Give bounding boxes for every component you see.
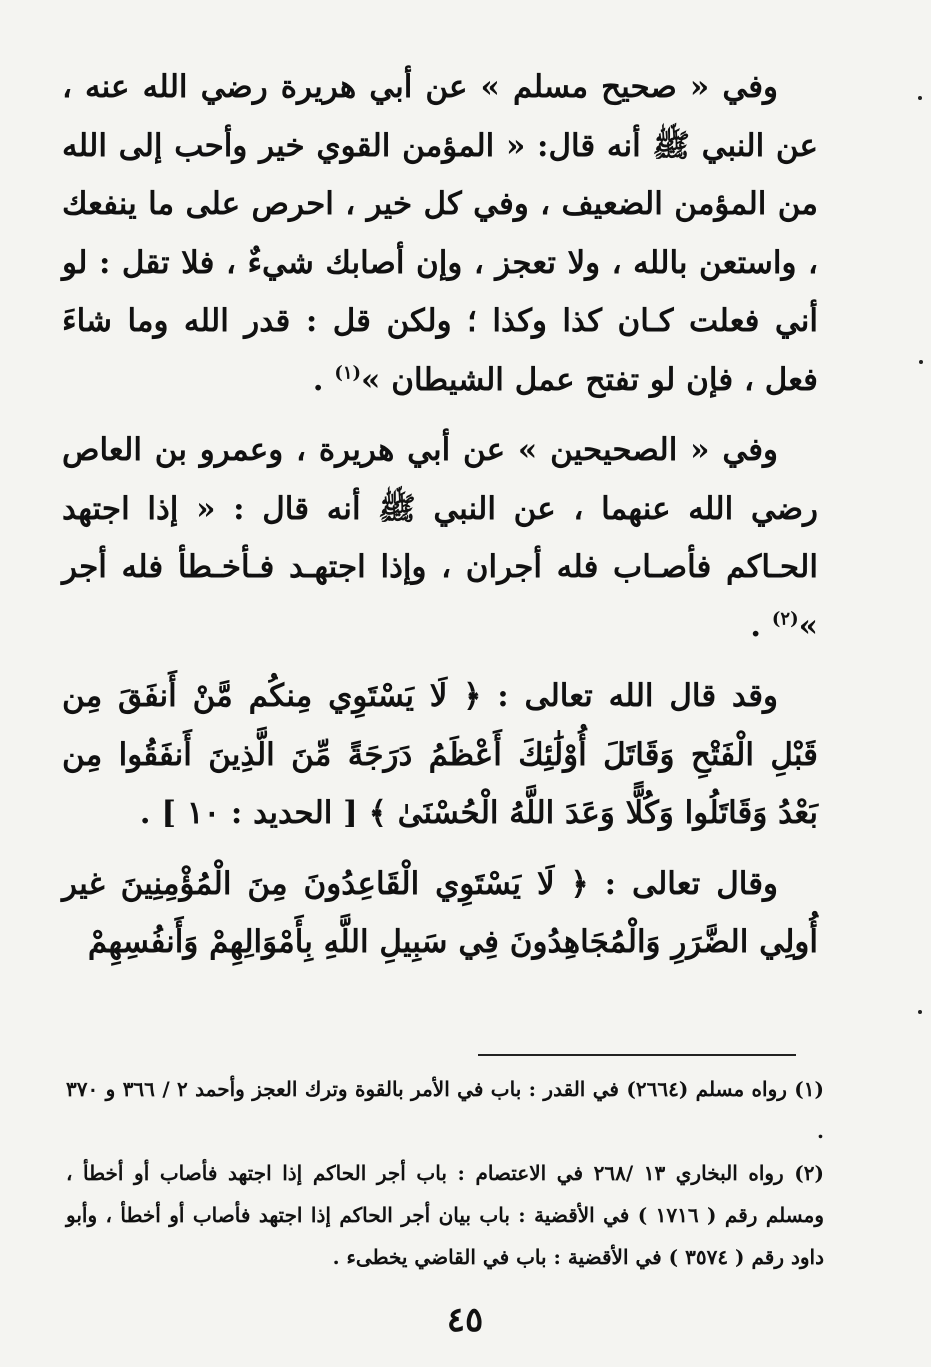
paragraph-1 bbox=[62, 58, 818, 409]
footnote-2: (٢) رواه البخاري ١٣ /٢٦٨ في الاعتصام : باب أجر الحاكم إذا اجتهد فأصاب أو أخطأ ، ومسلم رقم ( ١٧١٦ ) في الأقضية : باب بيان أجر الحاكم إذا اجتهد فأصاب أو أخطأ ، وأبو داود رقم ( ٣٥٧٤ ) في الأقضية : باب في القاضي يخطىء . bbox=[66, 1161, 824, 1269]
scan-speck bbox=[918, 1010, 922, 1014]
scan-speck bbox=[918, 96, 922, 100]
footnote-marker-2: (٢) bbox=[771, 608, 799, 630]
footnotes bbox=[66, 1068, 824, 1278]
paragraph-2 bbox=[62, 421, 818, 655]
footnote-separator bbox=[478, 1054, 796, 1056]
paragraph-text: وقد قال الله تعالى : ﴿ لَا يَسْتَوِي مِنكُم مَّنْ أَنفَقَ مِن قَبْلِ الْفَتْحِ وَقَاتَلَ أُوْلَٰئِكَ أَعْظَمُ دَرَجَةً مِّنَ الَّذِينَ أَنفَقُوا مِن بَعْدُ وَقَاتَلُوا وَكُلًّا وَعَدَ اللَّهُ الْحُسْنَىٰ ﴾ [ الحديد : ١٠ ] . bbox=[62, 678, 818, 831]
paragraph-text: وفي « الصحيحين » عن أبي هريرة ، وعمرو بن العاص رضي الله عنهما ، عن النبي ﷺ أنه قال : « إذا اجتهد الحـاكم فأصـاب فله أجران ، وإذا اجتهـد فـأخـطأ فله أجر » bbox=[62, 432, 818, 644]
page-number: ٤٥ bbox=[446, 1300, 484, 1340]
paragraph-tail: . bbox=[750, 607, 772, 644]
footnote-marker-1: (١) bbox=[334, 362, 362, 384]
paragraph-text: وفي « صحيح مسلم » عن أبي هريرة رضي الله عنه ، عن النبي ﷺ أنه قال: « المؤمن القوي خير وأحب إلى الله من المؤمن الضعيف ، وفي كل خير ، احرص على ما ينفعك ، واستعن بالله ، ولا تعجز ، وإن أصابك شيءٌ ، فلا تقل : لو أني فعلت كـان كذا وكذا ؛ ولكن قل : قدر الله وما شاءَ فعل ، فإن لو تفتح عمل الشيطان » bbox=[62, 69, 818, 398]
footnote-1: (١) رواه مسلم (٢٦٦٤) في القدر : باب في الأمر بالقوة وترك العجز وأحمد ٢ / ٣٦٦ و ٣٧٠ . bbox=[66, 1077, 824, 1143]
paragraph-4 bbox=[62, 855, 818, 972]
scan-speck bbox=[919, 360, 923, 364]
paragraph-text: وقال تعالى : ﴿ لَا يَسْتَوِي الْقَاعِدُونَ مِنَ الْمُؤْمِنِينَ غير أُولِي الضَّرَرِ وَالْمُجَاهِدُونَ فِي سَبِيلِ اللَّهِ بِأَمْوَالِهِمْ وَأَنفُسِهِمْ bbox=[62, 865, 818, 960]
main-text bbox=[62, 58, 818, 984]
paragraph-3 bbox=[62, 667, 818, 843]
paragraph-tail: . bbox=[312, 361, 335, 398]
